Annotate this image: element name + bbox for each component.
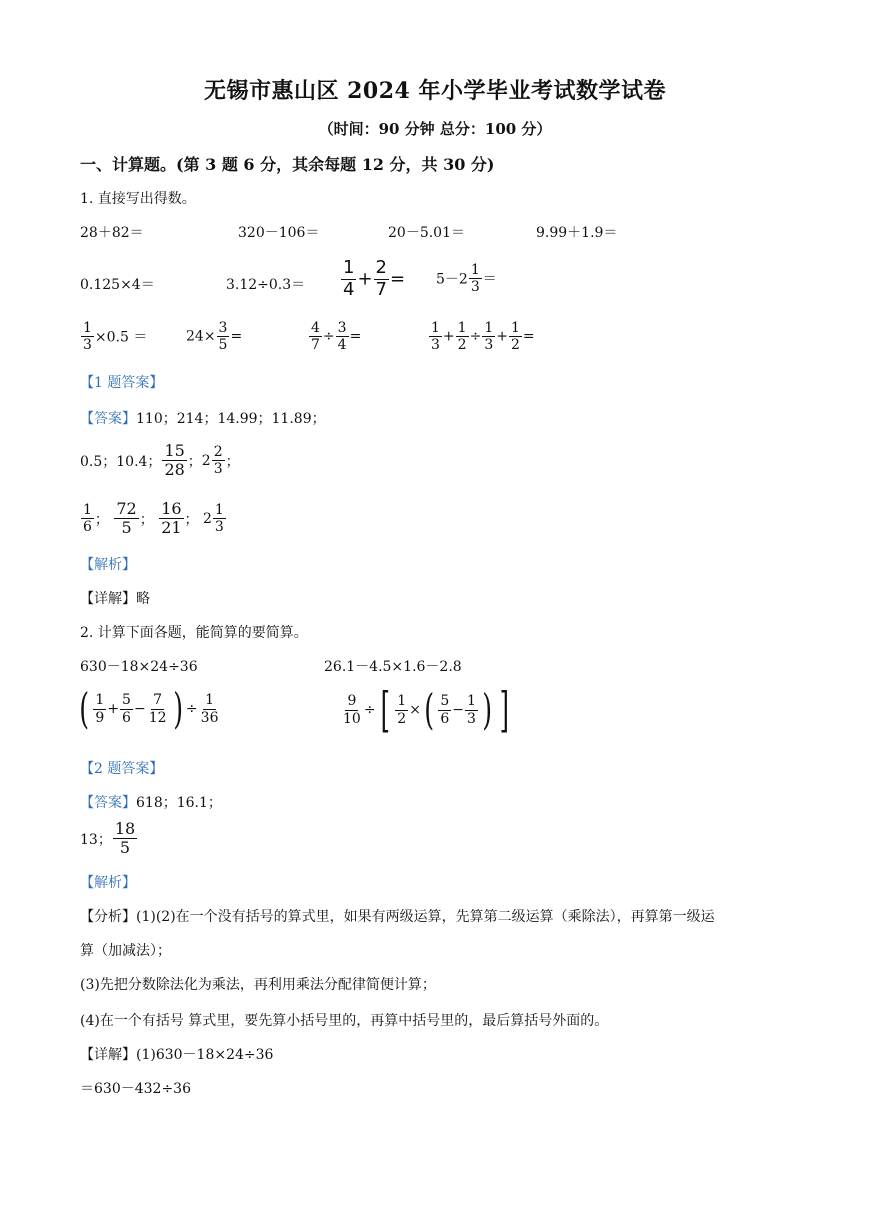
q1-item-4: 9.99＋1.9＝ <box>536 225 618 241</box>
q2-answer-tag: 【2 题答案】 <box>80 761 164 777</box>
q2-answer-line-1: 【答案】618；16.1； <box>80 795 222 811</box>
q1-item-2: 320－106＝ <box>238 225 320 241</box>
q1-answer-tag: 【1 题答案】 <box>80 375 164 391</box>
q1-answer-line-3: $\frac{1}{6}$ ； $\frac{72}{5}$ ； $\frac{16}{21}$ ； 2 $\frac{1}{3}$ <box>83 499 224 538</box>
q1-item-11: $\frac{4}{7}$ ÷ $\frac{3}{4}$ = <box>311 320 362 354</box>
q1-answer-line-2: 0.5；10.4； $\frac{15}{28}$ ；2 $\frac{2}{3}$ ； <box>80 441 240 480</box>
q2-item-1: 630－18×24÷36 <box>80 659 198 675</box>
q1-item-5: 0.125×4＝ <box>80 277 155 293</box>
q2-analysis-tag: 【解析】 <box>80 875 136 891</box>
q1-analysis-tag: 【解析】 <box>80 557 136 573</box>
question-2-prompt: 2. 计算下面各题，能简算的要简算。 <box>80 625 308 641</box>
q2-analysis-line-4: (4)在一个有括号 算式里，要先算小括号里的，再算中括号里的，最后算括号外面的。 <box>80 1013 609 1029</box>
q2-detail-line-2: ＝630－432÷36 <box>80 1081 191 1097</box>
q1-item-3: 20－5.01＝ <box>388 225 465 241</box>
q1-answer-line-1: 【答案】110；214；14.99；11.89； <box>80 411 326 427</box>
q1-item-7: $\frac{1}{4}$ + $\frac{2}{7}$ = <box>343 257 406 300</box>
exam-info: （时间：90 分钟 总分：100 分） <box>318 120 552 138</box>
q2-analysis-line-1: 【分析】(1)(2)在一个没有括号的算式里，如果有两级运算，先算第二级运算（乘除法），再算第一级运 <box>80 909 715 925</box>
page-title: 无锡市惠山区 2024 年小学毕业考试数学试卷 <box>203 78 667 104</box>
q1-item-6: 3.12÷0.3＝ <box>226 277 306 293</box>
q2-answer-line-2: 13； $\frac{18}{5}$ <box>80 819 136 858</box>
q2-item-4: $\frac{9}{10}$ ÷[ $\frac{1}{2}$ ×( $\frac{5}{6}$ − $\frac{1}{3}$ ) ] <box>343 682 510 738</box>
q1-item-10: 24× $\frac{3}{5}$ = <box>186 320 243 354</box>
q1-item-12: $\frac{1}{3}$ + $\frac{1}{2}$ ÷ $\frac{1}{3}$ + $\frac{1}{2}$ = <box>431 320 535 354</box>
q1-item-8: 5－2 $\frac{1}{3}$ ＝ <box>436 262 497 296</box>
q2-analysis-line-2: 算（加减法）； <box>80 943 171 959</box>
section-heading: 一、计算题。(第 3 题 6 分，其余每题 12 分，共 30 分) <box>80 155 495 174</box>
q1-item-9: $\frac{1}{3}$ ×0.5 ＝ <box>83 320 148 354</box>
q1-item-1: 28＋82＝ <box>80 225 144 241</box>
q2-item-3: ( $\frac{1}{9}$ + $\frac{5}{6}$ − $\frac{7}{12}$ ) ÷ $\frac{1}{36}$ <box>79 684 219 733</box>
q2-item-2: 26.1－4.5×1.6－2.8 <box>324 659 462 675</box>
q1-detail: 【详解】略 <box>80 591 150 607</box>
q2-detail-line-1: 【详解】(1)630－18×24÷36 <box>80 1047 274 1063</box>
question-1-prompt: 1. 直接写出得数。 <box>80 191 196 207</box>
q2-analysis-line-3: (3)先把分数除法化为乘法，再利用乘法分配律简便计算； <box>80 977 436 993</box>
